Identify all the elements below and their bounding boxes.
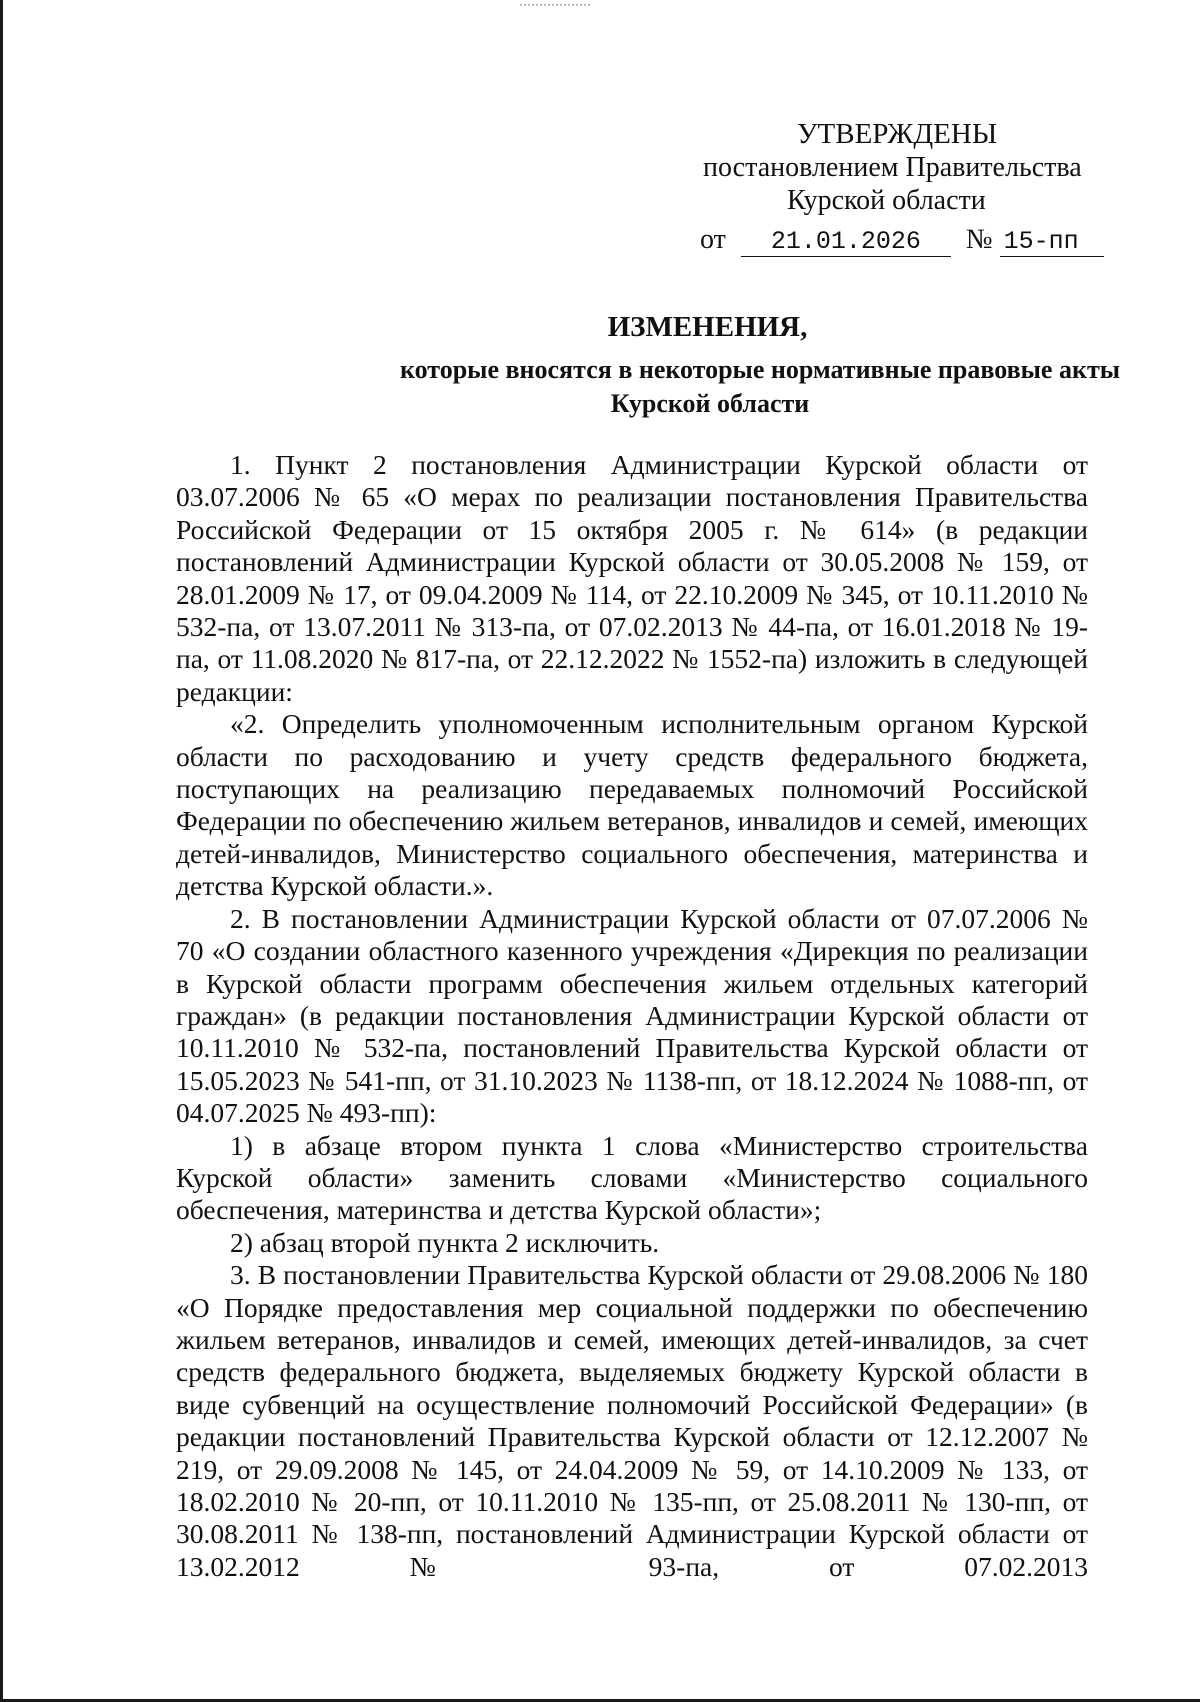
approval-line-2: постановлением Правительства [703,152,1082,183]
document-title [180,310,1180,421]
paragraph-1: 1. Пункт 2 постановления Администрации Курской области от 03.07.2006 № 65 «О мерах по реализации постановления Правительства Российской Федерации от 15 октября 2005 г. № 614» (в редакции постановлений Администрации Курской области от 30.05.2008 № 159, от 28.01.2009 № 17, от 09.04.2009 № 114, от 22.10.2009 № 345, от 10.11.2010 № 532-па, от 13.07.2011 № 313-па, от 07.02.2013 № 44-па, от 16.01.2018 № 19-па, от 11.08.2020 № 817-па, от 22.12.2022 № 1552-па) изложить в следующей редакции: [176,449,1088,707]
title-line-3: Курской области [610,389,810,418]
paragraph-2-sub-2: 2) абзац второй пункта 2 исключить. [230,1226,660,1258]
approval-block [690,118,1110,257]
scan-edge-left [0,0,3,1702]
paragraph-2: 2. В постановлении Администрации Курской области от 07.07.2006 № 70 «О создании областного казенного учреждения «Дирекция по реализации в Курской области программ обеспечения жильем отдельных категорий граждан» (в редакции постановления Администрации Курской области от 10.11.2010 № 532-па, постановлений Правительства Курской области от 15.05.2023 № 541-пп, от 31.10.2023 № 1138-пп, от 18.12.2024 № 1088-пп, от 04.07.2025 № 493-пп): [176,902,1088,1129]
document-body [176,449,1088,1583]
paragraph-quote: «2. Определить уполномоченным исполнительным органом Курской области по расходованию и учету средств федерального бюджета, поступающих на реализацию передаваемых полномочий Российской Федерации по обеспечению жильем ветеранов, инвалидов и семей, имеющих детей-инвалидов, Министерство социального обеспечения, материнства и детства Курской области.». [176,708,1088,902]
title-line-2: которые вносятся в некоторые нормативные правовые акты [399,355,1121,384]
approval-line-3: Курской области [787,185,986,216]
scan-specks [520,4,590,9]
title-line-1: ИЗМЕНЕНИЯ, [607,311,808,343]
paragraph-3: 3. В постановлении Правительства Курской области от 29.08.2006 № 180 «О Порядке предоставления мер социальной поддержки по обеспечению жильем ветеранов, инвалидов и семей, имеющих детей-инвалидов, за счет средств федерального бюджета, выделяемых бюджету Курской области в виде субвенций на осуществление полномочий Российской Федерации» (в редакции постановлений Правительства Курской области от 12.12.2007 № 219, от 29.09.2008 № 145, от 24.04.2009 № 59, от 14.10.2009 № 133, от 18.02.2010 № 20-пп, от 10.11.2010 № 135-пп, от 25.08.2011 № 130-пп, от 30.08.2011 № 138-пп, постановлений Администрации Курской области от 13.02.2012 № 93-па, от 07.02.2013 [176,1259,1088,1582]
approval-date-line [690,223,1110,257]
approval-heading: УТВЕРЖДЕНЫ [797,118,998,150]
approval-from-label: от [700,224,726,255]
approval-date: 21.01.2026 [741,228,951,257]
paragraph-2-sub-1: 1) в абзаце втором пункта 1 слова «Министерство строительства Курской области» заменить словами «Министерство социального обеспечения, материнства и детства Курской области»; [176,1129,1088,1226]
approval-number: 15-пп [1000,228,1104,257]
approval-number-label: № [965,224,993,255]
